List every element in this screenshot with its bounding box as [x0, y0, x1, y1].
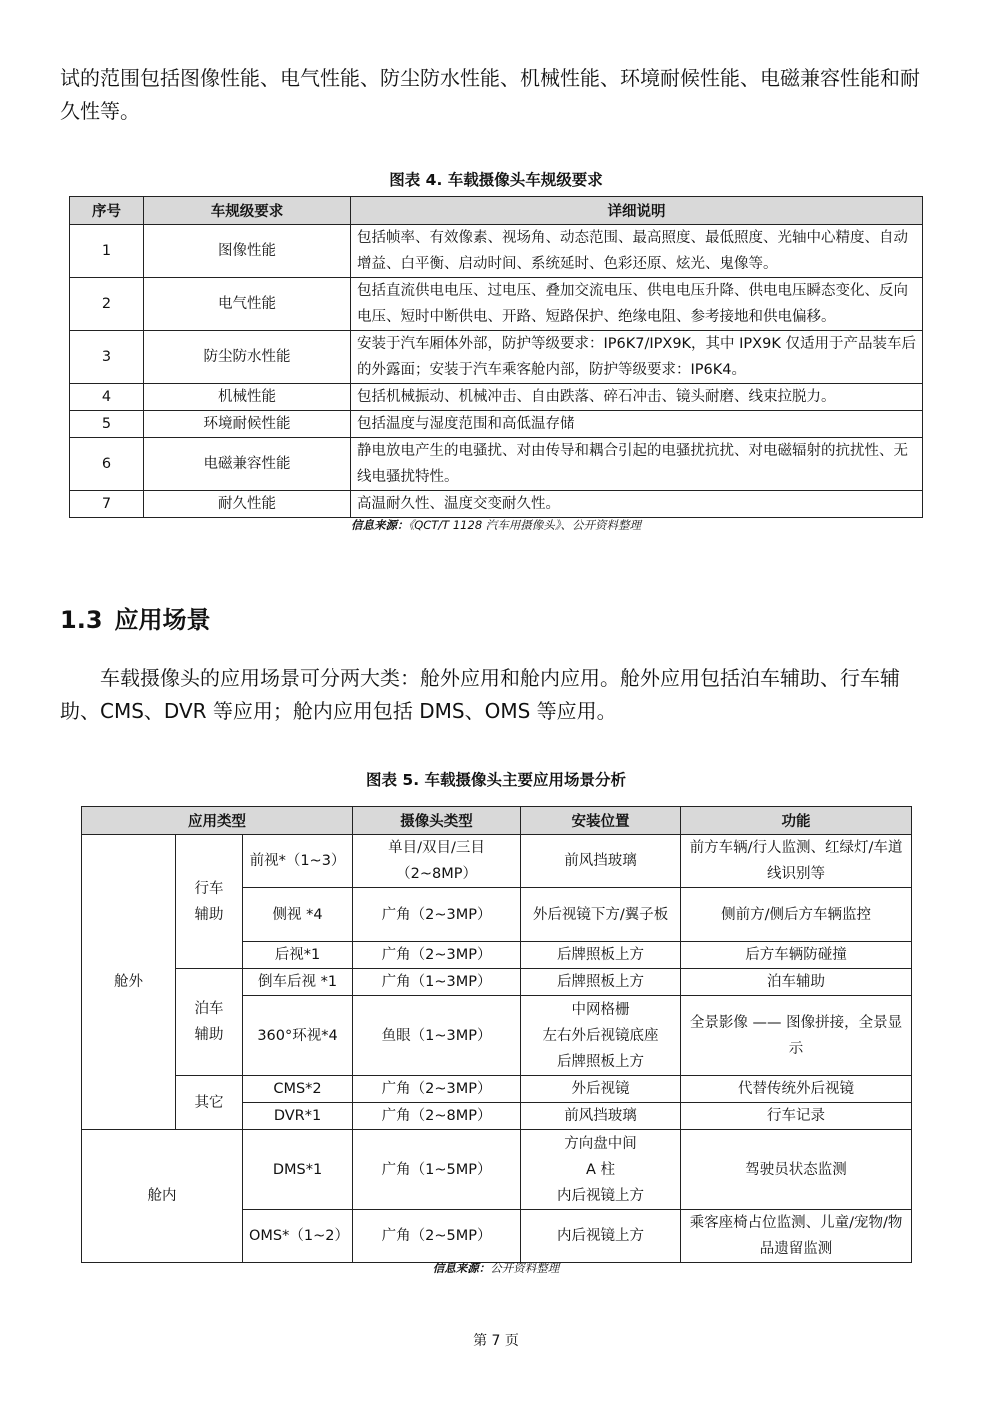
camera-name: 侧视 *4: [243, 888, 353, 942]
camera-name: 倒车后视 *1: [243, 969, 353, 996]
table5-header-position: 安装位置: [521, 807, 681, 835]
camera-type: 广角（2~3MP）: [353, 888, 521, 942]
table-row: [70, 384, 923, 411]
table-row: [70, 438, 923, 491]
requirement: 电磁兼容性能: [144, 438, 351, 491]
table-row: [82, 1076, 912, 1103]
row-number: 6: [70, 438, 144, 491]
install-position: 中网格栅 左右外后视镜底座 后牌照板上方: [521, 996, 681, 1076]
install-position: 方向盘中间 A 柱 内后视镜上方: [521, 1130, 681, 1210]
table5: [81, 806, 912, 1263]
table5-caption: 图表 5. 车载摄像头主要应用场景分析: [366, 771, 626, 789]
table-row: [70, 278, 923, 331]
install-position: 后牌照板上方: [521, 969, 681, 996]
table5-header-function: 功能: [681, 807, 912, 835]
install-position: 内后视镜上方: [521, 1210, 681, 1263]
camera-function: 行车记录: [681, 1103, 912, 1130]
camera-name: DVR*1: [243, 1103, 353, 1130]
description: 安装于汽车厢体外部，防护等级要求：IP6K7/IPX9K，其中 IPX9K 仅适用于产品装车后的外露面；安装于汽车乘客舱内部，防护等级要求：IP6K4。: [351, 331, 923, 384]
row-number: 5: [70, 411, 144, 438]
source-text: 公开资料整理: [490, 1261, 560, 1275]
table4-header-desc: 详细说明: [351, 197, 923, 225]
install-position: 前风挡玻璃: [521, 1103, 681, 1130]
camera-type: 广角（2~8MP）: [353, 1103, 521, 1130]
camera-function: 乘客座椅占位监测、儿童/宠物/物品遗留监测: [681, 1210, 912, 1263]
requirement: 环境耐候性能: [144, 411, 351, 438]
requirement: 耐久性能: [144, 491, 351, 518]
subgroup-parking: 泊车 辅助: [176, 969, 243, 1076]
row-number: 7: [70, 491, 144, 518]
camera-name: 前视*（1~3）: [243, 835, 353, 888]
camera-type: 广角（1~3MP）: [353, 969, 521, 996]
camera-function: 侧前方/侧后方车辆监控: [681, 888, 912, 942]
requirement: 防尘防水性能: [144, 331, 351, 384]
requirement: 机械性能: [144, 384, 351, 411]
install-position: 后牌照板上方: [521, 942, 681, 969]
table-row: [70, 491, 923, 518]
table-row: [70, 411, 923, 438]
description: 静电放电产生的电骚扰、对由传导和耦合引起的电骚扰抗扰、对电磁辐射的抗扰性、无线电骚扰特性。: [351, 438, 923, 491]
description: 包括直流供电电压、过电压、叠加交流电压、供电电压升降、供电电压瞬态变化、反向电压、短时中断供电、开路、短路保护、绝缘电阻、参考接地和供电偏移。: [351, 278, 923, 331]
requirement: 图像性能: [144, 225, 351, 278]
subgroup-other: 其它: [176, 1076, 243, 1130]
section-title: 应用场景: [114, 606, 211, 634]
row-number: 4: [70, 384, 144, 411]
row-number: 3: [70, 331, 144, 384]
camera-function: 驾驶员状态监测: [681, 1130, 912, 1210]
camera-name: 360°环视*4: [243, 996, 353, 1076]
table4: [69, 196, 923, 518]
source-label: 信息来源：: [350, 518, 409, 532]
install-position: 外后视镜: [521, 1076, 681, 1103]
description: 高温耐久性、温度交变耐久性。: [351, 491, 923, 518]
group-inside: 舱内: [82, 1130, 243, 1263]
camera-function: 代替传统外后视镜: [681, 1076, 912, 1103]
camera-type: 广角（2~3MP）: [353, 942, 521, 969]
table5-header-camera-type: 摄像头类型: [353, 807, 521, 835]
table4-caption: 图表 4. 车载摄像头车规级要求: [389, 171, 603, 189]
requirement: 电气性能: [144, 278, 351, 331]
table-row: [70, 331, 923, 384]
group-outside: 舱外: [82, 835, 176, 1130]
table4-source: [0, 517, 992, 533]
row-number: 1: [70, 225, 144, 278]
row-number: 2: [70, 278, 144, 331]
camera-name: 后视*1: [243, 942, 353, 969]
table-row: [70, 225, 923, 278]
section-heading: [60, 600, 211, 635]
camera-type: 单目/双目/三目 （2~8MP）: [353, 835, 521, 888]
table5-source: [0, 1260, 992, 1276]
camera-type: 广角（2~5MP）: [353, 1210, 521, 1263]
table-row: [82, 1130, 912, 1210]
camera-type: 广角（1~5MP）: [353, 1130, 521, 1210]
install-position: 前风挡玻璃: [521, 835, 681, 888]
camera-function: 全景影像 —— 图像拼接，全景显示: [681, 996, 912, 1076]
description: 包括帧率、有效像素、视场角、动态范围、最高照度、最低照度、光轴中心精度、自动增益、白平衡、启动时间、系统延时、色彩还原、炫光、鬼像等。: [351, 225, 923, 278]
install-position: 外后视镜下方/翼子板: [521, 888, 681, 942]
table5-header-row: [82, 807, 912, 835]
description: 包括机械振动、机械冲击、自由跌落、碎石冲击、镜头耐磨、线束拉脱力。: [351, 384, 923, 411]
table5-header-app-type: 应用类型: [82, 807, 353, 835]
camera-type: 鱼眼（1~3MP）: [353, 996, 521, 1076]
source-text: 《QCT/T 1128 汽车用摄像头》、公开资料整理: [408, 518, 642, 532]
intro-paragraph: 试的范围包括图像性能、电气性能、防尘防水性能、机械性能、环境耐候性能、电磁兼容性能和耐久性等。: [60, 66, 920, 123]
camera-name: OMS*（1~2）: [243, 1210, 353, 1263]
table4-header-no: 序号: [70, 197, 144, 225]
camera-name: CMS*2: [243, 1076, 353, 1103]
table4-header-req: 车规级要求: [144, 197, 351, 225]
description: 包括温度与湿度范围和高低温存储: [351, 411, 923, 438]
page-number: 第 7 页: [473, 1333, 519, 1349]
table-row: [82, 969, 912, 996]
table-row: [82, 835, 912, 888]
source-label: 信息来源：: [432, 1261, 491, 1275]
camera-name: DMS*1: [243, 1130, 353, 1210]
section-number: 1.3: [60, 606, 103, 634]
camera-type: 广角（2~3MP）: [353, 1076, 521, 1103]
table4-header-row: [70, 197, 923, 225]
camera-function: 后方车辆防碰撞: [681, 942, 912, 969]
camera-function: 泊车辅助: [681, 969, 912, 996]
section-paragraph: 车载摄像头的应用场景可分两大类：舱外应用和舱内应用。舱外应用包括泊车辅助、行车辅助、CMS、DVR 等应用；舱内应用包括 DMS、OMS 等应用。: [60, 666, 900, 723]
camera-function: 前方车辆/行人监测、红绿灯/车道线识别等: [681, 835, 912, 888]
subgroup-driving: 行车 辅助: [176, 835, 243, 969]
